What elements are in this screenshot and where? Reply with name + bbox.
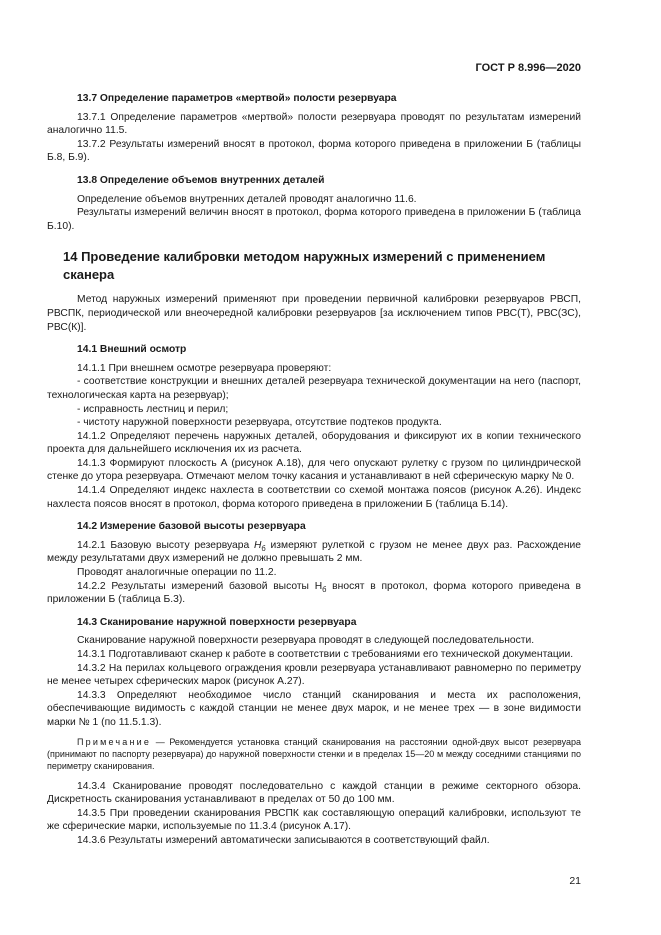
paragraph: 13.7.2 Результаты измерений вносят в протокол, форма которого приведена в приложении Б (таблицы Б.8, Б.9).	[47, 138, 581, 164]
paragraph: 14.3.4 Сканирование проводят последовательно с каждой станции в режиме секторного обзора. Дискретность сканирования устанавливают в пределах от 50 до 100 мм.	[47, 780, 581, 806]
list-item: - соответствие конструкции и внешних деталей резервуара технической документации на него (паспорт, технологическая карта на резервуар);	[47, 376, 581, 401]
section-14-3-title: 14.3 Сканирование наружной поверхности резервуара	[77, 616, 357, 628]
note	[47, 736, 581, 772]
section-14-2-title: 14.2 Измерение базовой высоты резервуара	[77, 521, 306, 533]
paragraph: Определение объемов внутренних деталей проводят аналогично 11.6.	[77, 193, 417, 205]
paragraph	[47, 580, 581, 607]
page-number: 21	[569, 875, 581, 887]
section-13-7-title: 13.7 Определение параметров «мертвой» полости резервуара	[77, 93, 397, 104]
paragraph: Метод наружных измерений применяют при проведении первичной калибровки резервуаров РВСП, РВСПК, периодической или внеочередной калибровки резервуаров [за исключением типов РВС(Т), РВС(ЗС), РВС(К)].	[47, 294, 581, 333]
height-subscript: б	[261, 543, 266, 553]
paragraph: 14.1.4 Определяют индекс нахлеста в соответствии со схемой монтажа поясов (рисунок А.26). Индекс нахлеста поясов вносят в протокол, форма которого приведена в приложении Б (таблица Б.14).	[47, 485, 581, 510]
paragraph: 14.3.6 Результаты измерений автоматически записываются в соответствующий файл.	[77, 834, 490, 846]
section-13-8-title: 13.8 Определение объемов внутренних деталей	[77, 174, 325, 186]
paragraph: 14.1.3 Формируют плоскость А (рисунок А.18), для чего опускают рулетку с грузом по цилиндрической стенке до утора резервуара. Отмечают мелом точку касания и устанавливают в ней сферическую марку № 0.	[47, 457, 581, 483]
document-code: ГОСТ Р 8.996—2020	[475, 62, 581, 74]
paragraph: 14.3.2 На перилах кольцевого ограждения кровли резервуара устанавливают равномерно по периметру не менее четырех сферических марок (рисунок А.27).	[47, 662, 581, 688]
paragraph: 13.7.1 Определение параметров «мертвой» полости резервуара проводят по результатам измерений аналогично 11.5.	[47, 111, 581, 137]
paragraph: 14.3.1 Подготавливают сканер к работе в соответствии с требованиями его технической документации.	[77, 649, 574, 660]
note-label: Примечание	[77, 736, 152, 747]
height-symbol: H	[253, 539, 262, 551]
paragraph: Сканирование наружной поверхности резервуара проводят в следующей последовательности.	[77, 635, 535, 647]
height-subscript: б	[322, 584, 327, 594]
document-body	[47, 92, 581, 848]
text-run: 14.2.2 Результаты измерений базовой высоты Н	[77, 580, 323, 592]
note-text: — Рекомендуется установка станций сканирования на расстоянии одной-двух высот резервуара (принимают по паспорту резервуара) до наружной поверхности стенки и в пределах 15—20 м между соседними станциями по периметру сканирования.	[47, 736, 581, 771]
paragraph: Проводят аналогичные операции по 11.2.	[77, 567, 277, 579]
paragraph: 14.1.1 При внешнем осмотре резервуара проверяют:	[77, 362, 332, 374]
list-item: - исправность лестниц и перил;	[77, 403, 229, 415]
section-14-title: 14 Проведение калибровки методом наружных измерений с применением сканера	[63, 249, 546, 282]
text-run: 14.2.1 Базовую высоту резервуара	[77, 539, 254, 551]
text-run: вносят в протокол, форма которого приведена в приложении Б (таблица Б.3).	[47, 580, 581, 606]
section-14-1-title: 14.1 Внешний осмотр	[77, 344, 187, 356]
paragraph	[47, 539, 581, 566]
paragraph: Результаты измерений величин вносят в протокол, форма которого приведена в приложении Б (таблица Б.10).	[47, 207, 581, 232]
paragraph: 14.1.2 Определяют перечень наружных деталей, оборудования и фиксируют их в копии технического проекта для дальнейшего исключения их из расчета.	[47, 430, 581, 456]
paragraph: 14.3.3 Определяют необходимое число станций сканирования и места их расположения, обеспечивающие видимость с каждой станции не менее двух марок, и не менее трех — в зоне видимости марки № 1 (по 11.5.1.3).	[47, 689, 581, 728]
list-item: - чистоту наружной поверхности резервуара, отсутствие подтеков продукта.	[77, 417, 442, 429]
paragraph: 14.3.5 При проведении сканирования РВСПК как составляющую операций калибровки, используют те же сферические марки, используемые по 11.3.4 (рисунок А.17).	[47, 807, 581, 833]
text-run: измеряют рулеткой с грузом не менее двух раз. Расхождение между результатами двух измерений не должно превышать 2 мм.	[47, 539, 582, 565]
